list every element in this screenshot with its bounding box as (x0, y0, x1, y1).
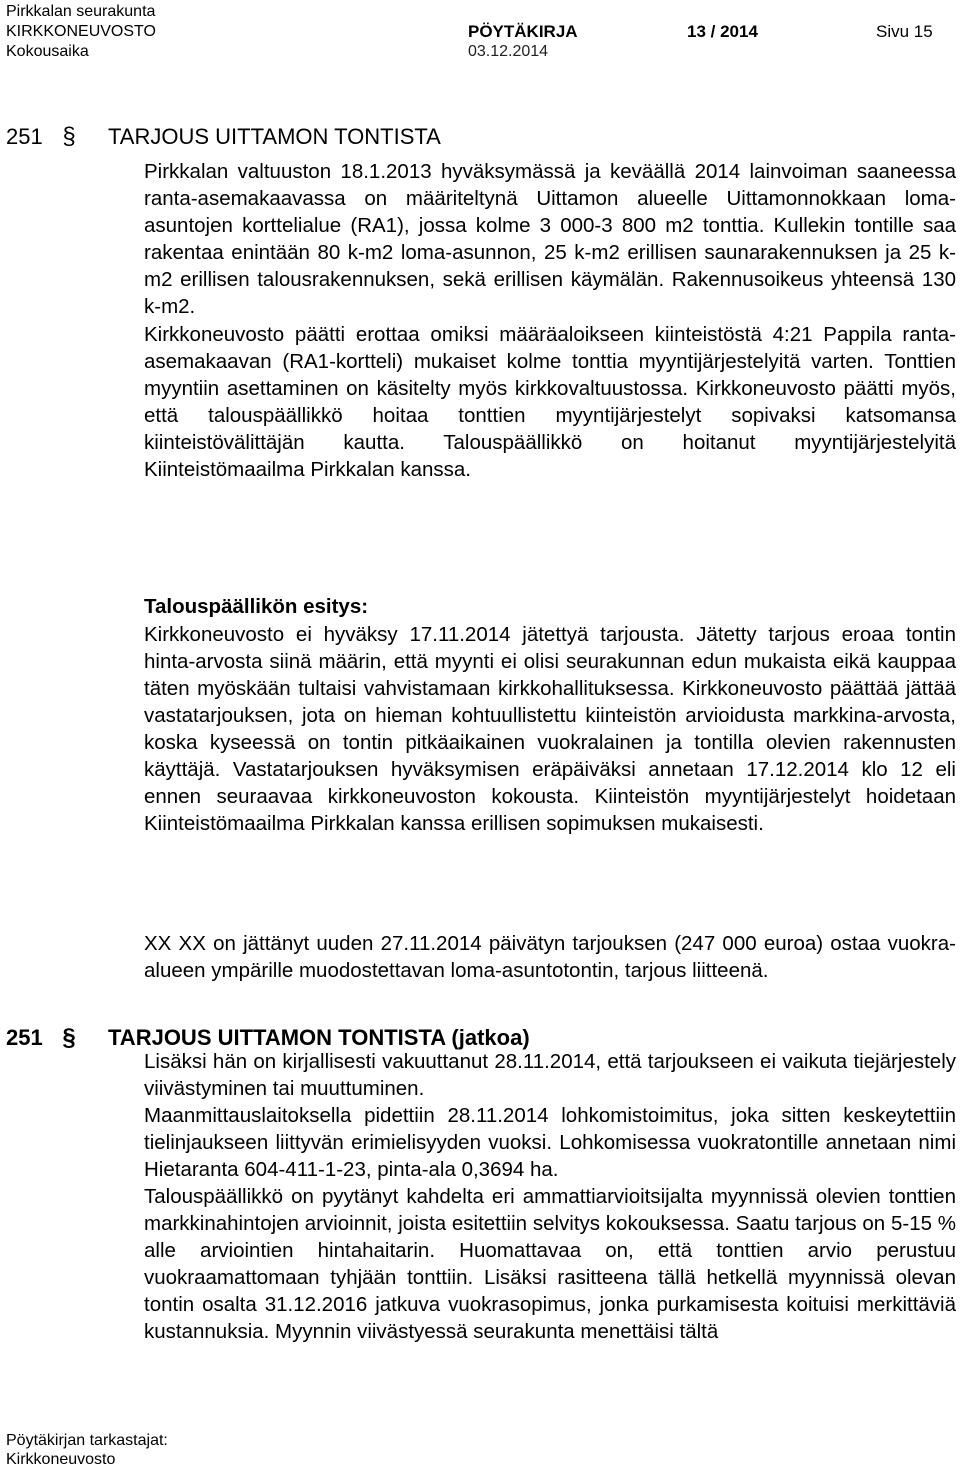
proposal-heading: Talouspäällikön esitys: (144, 595, 369, 618)
section-title: TARJOUS UITTAMON TONTISTA (108, 124, 441, 149)
footer-reviewers-label: Pöytäkirjan tarkastajat: (6, 1432, 168, 1449)
section-sign-icon: § (62, 1024, 76, 1051)
meeting-date: 03.12.2014 (468, 43, 549, 60)
section-number: 251 (6, 124, 43, 149)
paragraph: XX XX on jättänyt uuden 27.11.2014 päivätyn tarjouksen (247 000 euroa) ostaa vuokra-alueen ympärille muodostettavan loma-asuntotontin, tarjous liitteenä. (144, 932, 956, 982)
background-text (144, 158, 956, 483)
continued-text (144, 1048, 956, 1345)
paragraph: Lisäksi hän on kirjallisesti vakuuttanut 28.11.2014, että tarjoukseen ei vaikuta tiejärjestely viivästyminen tai muuttuminen. (144, 1050, 956, 1100)
document-number: 13 / 2014 (687, 22, 758, 41)
paragraph: Kirkkoneuvosto päätti erottaa omiksi määräaloikseen kiinteistöstä 4:21 Pappila ranta-asemakaavan (RA1-kortteli) mukaiset kolme tonttia myyntijärjestelyitä varten. Tonttien myyntiin asettaminen on käsitelty myös kirkkovaltuustossa. Kirkkoneuvosto päätti myös, että talouspäällikkö hoitaa tonttien myyntijärjestelyt sopivaksi katsomansa kiinteistövälittäjän kautta. Talouspäällikkö on hoitanut myyntijärjestelyitä Kiinteistömaailma Pirkkalan kanssa. (144, 323, 956, 481)
paragraph: Kirkkoneuvosto ei hyväksy 17.11.2014 jätettyä tarjousta. Jätetty tarjous eroaa tontin hinta-arvosta siinä määrin, että myynti ei olisi seurakunnan edun mukaista eikä kauppaa täten myöskään tultaisi vahvistamaan kirkkohallituksessa. Kirkkoneuvosto päättää jättää vastatarjouksen, jota on hieman kohtuullistettu kiinteistön arvioidusta markkina-arvosta, koska kyseessä on tontin pitkäaikainen vuokralainen ja tontilla olevien rakennusten käyttäjä. Vastatarjouksen hyväksymisen eräpäiväksi annetaan 17.12.2014 klo 12 eli ennen seuraavaa kirkkoneuvoston kokousta. Kiinteistön myyntijärjestelyt hoidetaan Kiinteistömaailma Pirkkalan kanssa erillisen sopimuksen mukaisesti. (144, 623, 956, 835)
document-type: PÖYTÄKIRJA (468, 22, 578, 41)
section-heading (6, 124, 441, 150)
paragraph: Talouspäällikkö on pyytänyt kahdelta eri ammattiarvioitsijalta myynnissä olevien tonttien markkinahintojen arvioinnit, joista esitettiin selvitys kokouksessa. Saatu tarjous on 5-15 % alle arviointien hintahaitarin. Huomattavaa on, että tonttien arvio perustuu vuokraamattomaan tyhjään tonttiin. Lisäksi rasitteena tällä hetkellä myynnissä olevan tontin osalta 31.12.2016 jatkuva vuokrasopimus, jonka purkamisesta koituisi merkittäviä kustannuksia. Myynnin viivästyessä seurakunta menettäisi tältä (144, 1185, 956, 1343)
organization-name: Pirkkalan seurakunta (6, 3, 156, 20)
section-title: TARJOUS UITTAMON TONTISTA (jatkoa) (108, 1025, 530, 1050)
footer-board-name: Kirkkoneuvosto (6, 1451, 116, 1468)
department-name: KIRKKONEUVOSTO (6, 23, 156, 40)
paragraph: Maanmittauslaitoksella pidettiin 28.11.2014 lohkomistoimitus, joka sitten keskeytettiin tielinjaukseen liittyvän erimielisyyden vuoksi. Lohkomisessa vuokratontille annetaan nimi Hietaranta 604-411-1-23, pinta-ala 0,3694 ha. (144, 1104, 956, 1181)
page-number: Sivu 15 (876, 22, 933, 41)
section-sign-icon: § (62, 123, 76, 150)
proposal-text (144, 593, 956, 837)
paragraph: Pirkkalan valtuuston 18.1.2013 hyväksymässä ja keväällä 2014 lainvoiman saaneessa ranta-asemakaavassa on määriteltynä Uittamon alueelle Uittamonnokkaan loma-asuntojen korttelialue (RA1), jossa kolme 3 000-3 800 m2 tonttia. Kullekin tontille saa rakentaa enintään 80 k-m2 loma-asunnon, 25 k-m2 erillisen saunarakennuksen ja 25 k-m2 erillisen talousrakennuksen, sekä erillisen käymälän. Rakennusoikeus yhteensä 130 k-m2. (144, 160, 956, 318)
offer-text (144, 930, 956, 984)
meeting-label: Kokousaika (6, 43, 89, 60)
section-number: 251 (6, 1025, 43, 1050)
